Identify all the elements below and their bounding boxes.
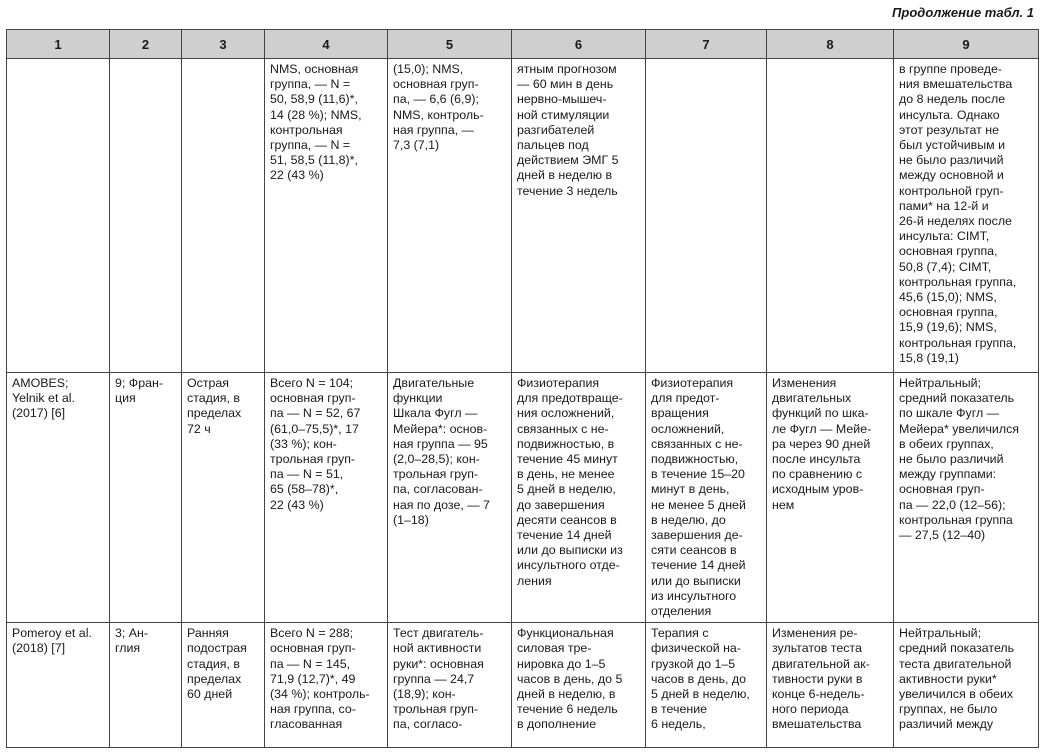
header-cell: 7 xyxy=(646,30,767,59)
table-cell: Изменения ре- зультатов теста двигательной ак- тивности руки в конце 6-недель- ного периода вмешательства xyxy=(767,623,894,748)
table-cell: Ранняя подострая стадия, в пределах 60 дней xyxy=(182,623,265,748)
table-cell: Двигательные функции Шкала Фугл — Мейера*: основ- ная группа — 95 (2,0–28,5); кон- трольная груп- па, согласован- ная по дозе, — 7 (1–18) xyxy=(388,373,512,623)
table-cell: 3; Ан- глия xyxy=(110,623,182,748)
table-cell: в группе проведе- ния вмешательства до 8 недель после инсульта. Однако этот результат не был устойчивым и не было различий между основной и контрольной груп- пами* на 12-й и 26-й неделях после инсульта: CIMT, основная группа, 50,8 (7,4); CIMT, контрольная группа, 45,6 (15,0); NMS, основная группа, 15,9 (19,6); NMS, контрольная группа, 15,8 (19,1) xyxy=(894,59,1039,373)
table-cell xyxy=(767,59,894,373)
data-table xyxy=(6,29,1039,748)
table-cell: Острая стадия, в пределах 72 ч xyxy=(182,373,265,623)
table-row xyxy=(7,623,1039,748)
table-cell: Pomeroy et al. (2018) [7] xyxy=(7,623,110,748)
table-cell: (15,0); NMS, основная груп- па, — 6,6 (6,9); NMS, контроль- ная группа, — 7,3 (7,1) xyxy=(388,59,512,373)
table-cell: Всего N = 104; основная груп- па — N = 52, 67 (61,0–75,5)*, 17 (33 %); кон- трольная груп- па — N = 51, 65 (58–78)*, 22 (43 %) xyxy=(265,373,388,623)
table-row xyxy=(7,59,1039,373)
table-cell: AMOBES; Yelnik et al. (2017) [6] xyxy=(7,373,110,623)
header-cell: 1 xyxy=(7,30,110,59)
table-cell: Нейтральный; средний показатель теста двигательной активности руки* увеличился в обеих группах, не было различий между xyxy=(894,623,1039,748)
table-cell: ятным прогнозом — 60 мин в день нервно-мышеч- ной стимуляции разгибателей пальцев под действием ЭМГ 5 дней в неделю в течение 3 недель xyxy=(512,59,646,373)
table-cell xyxy=(182,59,265,373)
table-cell: Изменения двигательных функций по шка- ле Фугл — Мейе- ра через 90 дней после инсульта по сравнению с исходным уров- нем xyxy=(767,373,894,623)
table-cell: 9; Фран- ция xyxy=(110,373,182,623)
header-cell: 8 xyxy=(767,30,894,59)
header-cell: 5 xyxy=(388,30,512,59)
header-row xyxy=(7,30,1039,59)
table-cell: Функциональная силовая тре- нировка до 1–5 часов в день, до 5 дней в неделю, в течение 6 недель в дополнение xyxy=(512,623,646,748)
header-cell: 3 xyxy=(182,30,265,59)
header-cell: 6 xyxy=(512,30,646,59)
table-row xyxy=(7,373,1039,623)
table-cell: Всего N = 288; основная груп- па — N = 145, 71,9 (12,7)*, 49 (34 %); контроль- ная группа, со- гласованная xyxy=(265,623,388,748)
table-cell: NMS, основная группа, — N = 50, 58,9 (11,6)*, 14 (28 %); NMS, контрольная группа, — N = 51, 58,5 (11,8)*, 22 (43 %) xyxy=(265,59,388,373)
table-cell xyxy=(7,59,110,373)
table-cell: Терапия с физической на- грузкой до 1–5 часов в день, до 5 дней в неделю, в течение 6 недель, xyxy=(646,623,767,748)
header-cell: 9 xyxy=(894,30,1039,59)
table-caption: Продолжение табл. 1 xyxy=(892,5,1034,20)
header-cell: 4 xyxy=(265,30,388,59)
table-cell xyxy=(110,59,182,373)
table-cell: Физиотерапия для предотвраще- ния осложнений, связанных с не- подвижностью, в течение 45 минут в день, не менее 5 дней в неделю, до завершения десяти сеансов в течение 14 дней или до выписки из инсультного отде- ления xyxy=(512,373,646,623)
table-cell: Физиотерапия для предот- вращения осложнений, связанных с не- подвижностью, в течение 15–20 минут в день, не менее 5 дней в неделю, до завершения де- сяти сеансов в течение 14 дней или до выписки из инсультного отделения xyxy=(646,373,767,623)
table-cell: Нейтральный; средний показатель по шкале Фугл — Мейера* увеличился в обеих группах, не было различий между группами: основная груп- па — 22,0 (12–56); контрольная группа — 27,5 (12–40) xyxy=(894,373,1039,623)
table-cell: Тест двигатель- ной активности руки*: основная группа — 24,7 (18,9); кон- трольная груп- па, согласо- xyxy=(388,623,512,748)
header-cell: 2 xyxy=(110,30,182,59)
table-cell xyxy=(646,59,767,373)
